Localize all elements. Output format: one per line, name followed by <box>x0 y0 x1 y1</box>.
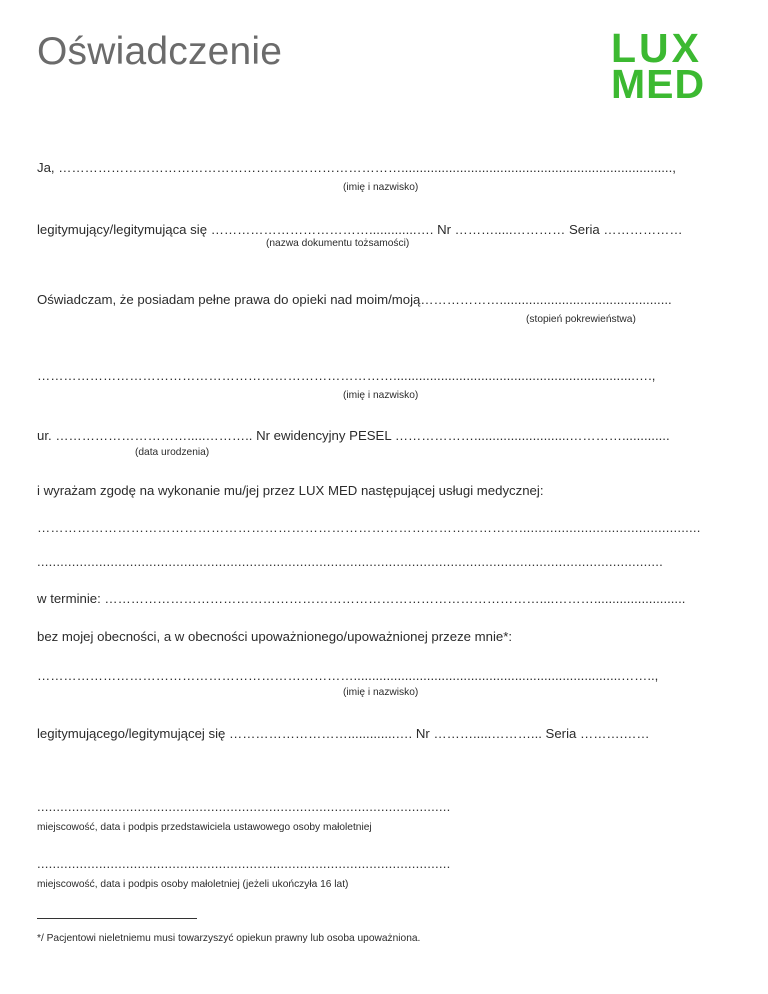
service-line-2: .................................................................................................................................................................. <box>37 554 663 569</box>
authorized-name-line: ……………………………………………………………….........................................................................…….., <box>37 668 659 683</box>
page-title: Oświadczenie <box>37 30 283 73</box>
luxmed-logo <box>611 25 733 107</box>
minor-name-caption: (imię i nazwisko) <box>343 390 419 401</box>
authorized-document-line: legitymującego/legitymującej się ……………………….............…. Nr ……….....………... Seria ……….…… <box>37 726 650 741</box>
logo-line1: LUX <box>611 25 702 71</box>
date-line: w terminie: ………………………………………………………………………………………....………......................... <box>37 591 686 606</box>
name-line: Ja, …………………………………………………………………….........................................................................., <box>37 160 676 175</box>
signature-label-1: miejscowość, data i podpis przedstawiciela ustawowego osoby małoletniej <box>37 822 372 833</box>
authorized-person-line: bez mojej obecności, a w obecności upoważnionego/upoważnionej przeze mnie*: <box>37 629 513 644</box>
name-caption: (imię i nazwisko) <box>343 182 419 193</box>
authorized-name-caption: (imię i nazwisko) <box>343 687 419 698</box>
footnote-divider <box>37 918 197 919</box>
relationship-caption: (stopień pokrewieństwa) <box>526 314 636 325</box>
logo-line2: MED <box>611 61 706 107</box>
document-caption: (nazwa dokumentu tożsamości) <box>266 238 410 249</box>
document-line: legitymujący/legitymująca się ……………………………….............…. Nr ……….....………… Seria ……………… <box>37 222 683 237</box>
signature-line-1: ........................................................................................................... <box>37 799 451 814</box>
signature-label-2: miejscowość, data i podpis osoby małoletniej (jeżeli ukończyła 16 lat) <box>37 879 349 890</box>
signature-line-2: ........................................................................................................... <box>37 856 451 871</box>
guardian-statement-line: Oświadczam, że posiadam pełne prawa do opieki nad moim/moją………………............................................... <box>37 292 672 307</box>
birth-pesel-line: ur. ………………………….....……….. Nr ewidencyjny PESEL ………………..........................…………............. <box>37 428 670 443</box>
birth-date-caption: (data urodzenia) <box>135 447 210 458</box>
minor-name-line: ………………………………………………………………………..................................................................…., <box>37 368 656 383</box>
footnote: */ Pacjentowi nieletniemu musi towarzyszyć opiekun prawny lub osoba upoważniona. <box>37 933 421 944</box>
service-line-1: ………………………………………………………………………………………………............................................... <box>37 520 701 535</box>
consent-line: i wyrażam zgodę na wykonanie mu/jej przez LUX MED następującej usługi medycznej: <box>37 483 544 498</box>
